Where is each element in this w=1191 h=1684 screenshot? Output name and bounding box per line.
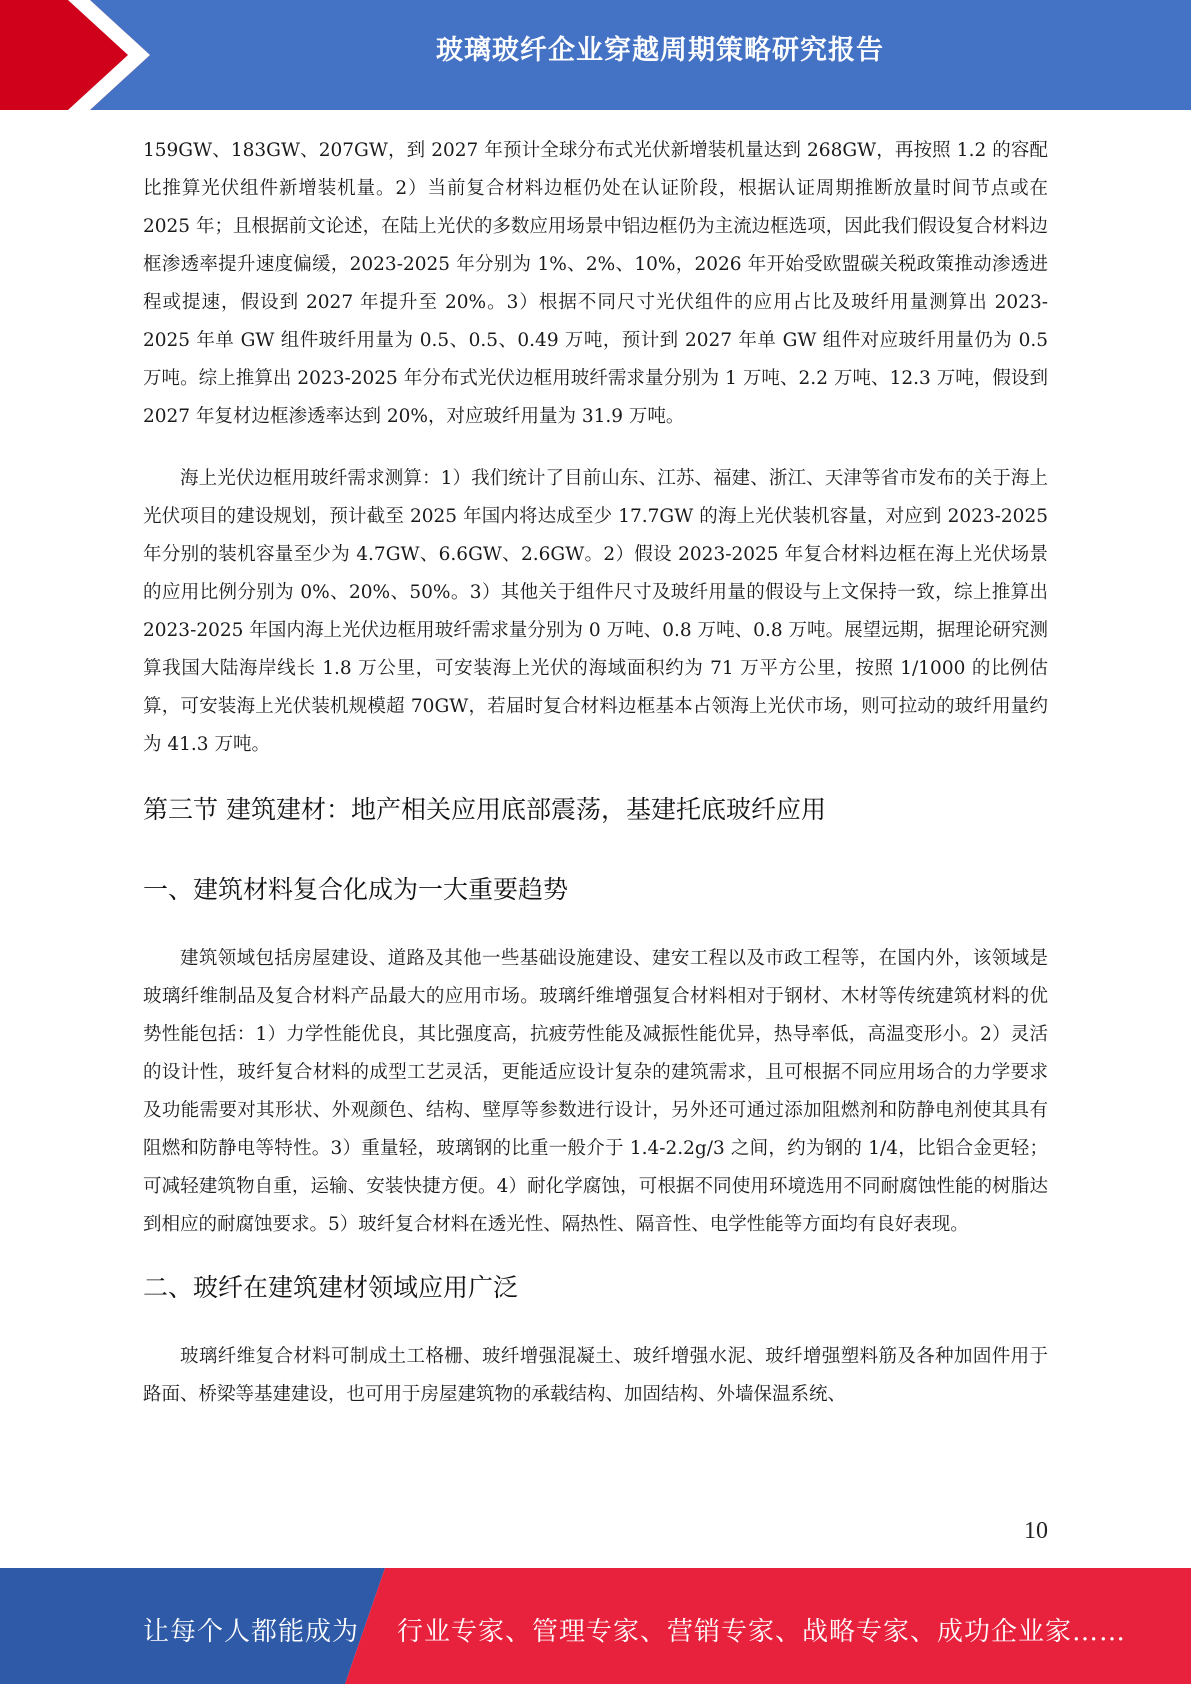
paragraph-applications: 玻璃纤维复合材料可制成土工格栅、玻纤增强混凝土、玻纤增强水泥、玻纤增强塑料筋及各种加固件用于路面、桥梁等基建建设，也可用于房屋建筑物的承载结构、加固结构、外墙保温系统、	[143, 1346, 1048, 1405]
paragraph-building-materials: 建筑领域包括房屋建设、道路及其他一些基础设施建设、建安工程以及市政工程等，在国内外，该领域是玻璃纤维制品及复合材料产品最大的应用市场。玻璃纤维增强复合材料相对于钢材、木材等传统建筑材料的优势性能包括：1）力学性能优良，其比强度高，抗疲劳性能及减振性能优异，热导率低，高温变形小。2）灵活的设计性，玻纤复合材料的成型工艺灵活，更能适应设计复杂的建筑需求，且可根据不同应用场合的力学要求及功能需要对其形状、外观颜色、结构、壁厚等参数进行设计，另外还可通过添加阻燃剂和防静电剂使其具有阻燃和防静电等特性。3）重量轻，玻璃钢的比重一般介于 1.4-2.2g/3 之间，约为钢的 1/4，比铝合金更轻；可减轻建筑物自重，运输、安装快捷方便。4）耐化学腐蚀，可根据不同使用环境选用不同耐腐蚀性能的树脂达到相应的耐腐蚀要求。5）玻纤复合材料在透光性、隔热性、隔音性、电学性能等方面均有良好表现。	[143, 948, 1048, 1235]
footer-slogan-left: 让每个人都能成为	[143, 1617, 360, 1647]
paragraph-distributed-pv: 159GW、183GW、207GW，到 2027 年预计全球分布式光伏新增装机量达到 268GW，再按照 1.2 的容配比推算光伏组件新增装机量。2）当前复合材料边框仍处在认证阶段，根据认证周期推断放量时间节点或在 2025 年；且根据前文论述，在陆上光伏的多数应用场景中铝边框仍为主流边框选项，因此我们假设复合材料边框渗透率提升速度偏缓，2023-2025 年分别为 1%、2%、10%，2026 年开始受欧盟碳关税政策推动渗透进程或提速，假设到 2027 年提升至 20%。3）根据不同尺寸光伏组件的应用占比及玻纤用量测算出 2023-2025 年单 GW 组件玻纤用量为 0.5、0.5、0.49 万吨，预计到 2027 年单 GW 组件对应玻纤用量仍为 0.5 万吨。综上推算出 2023-2025 年分布式光伏边框用玻纤需求量分别为 1 万吨、2.2 万吨、12.3 万吨，假设到 2027 年复材边框渗透率达到 20%，对应玻纤用量为 31.9 万吨。	[143, 140, 1048, 427]
subsection-heading-1: 一、建筑材料复合化成为一大重要趋势	[143, 875, 569, 904]
page-number: 10	[1024, 1518, 1048, 1544]
header-arrow-decoration	[0, 0, 150, 110]
section-heading: 第三节 建筑建材：地产相关应用底部震荡，基建托底玻纤应用	[143, 795, 826, 824]
report-title: 玻璃玻纤企业穿越周期策略研究报告	[436, 35, 884, 66]
paragraph-offshore-pv: 海上光伏边框用玻纤需求测算：1）我们统计了目前山东、江苏、福建、浙江、天津等省市发布的关于海上光伏项目的建设规划，预计截至 2025 年国内将达成至少 17.7GW 的海上光伏装机容量，对应到 2023-2025 年分别的装机容量至少为 4.7GW、6.6GW、2.6GW。2）假设 2023-2025 年复合材料边框在海上光伏场景的应用比例分别为 0%、20%、50%。3）其他关于组件尺寸及玻纤用量的假设与上文保持一致，综上推算出 2023-2025 年国内海上光伏边框用玻纤需求量分别为 0 万吨、0.8 万吨、0.8 万吨。展望远期，据理论研究测算我国大陆海岸线长 1.8 万公里，可安装海上光伏的海域面积约为 71 万平方公里，按照 1/1000 的比例估算，可安装海上光伏装机规模超 70GW，若届时复合材料边框基本占领海上光伏市场，则可拉动的玻纤用量约为 41.3 万吨。	[143, 468, 1048, 755]
subsection-heading-2: 二、玻纤在建筑建材领域应用广泛	[143, 1273, 519, 1302]
footer-slogan-right: 行业专家、管理专家、营销专家、战略专家、成功企业家……	[397, 1617, 1127, 1647]
document-body	[143, 132, 1048, 1414]
page-header	[0, 0, 1191, 110]
